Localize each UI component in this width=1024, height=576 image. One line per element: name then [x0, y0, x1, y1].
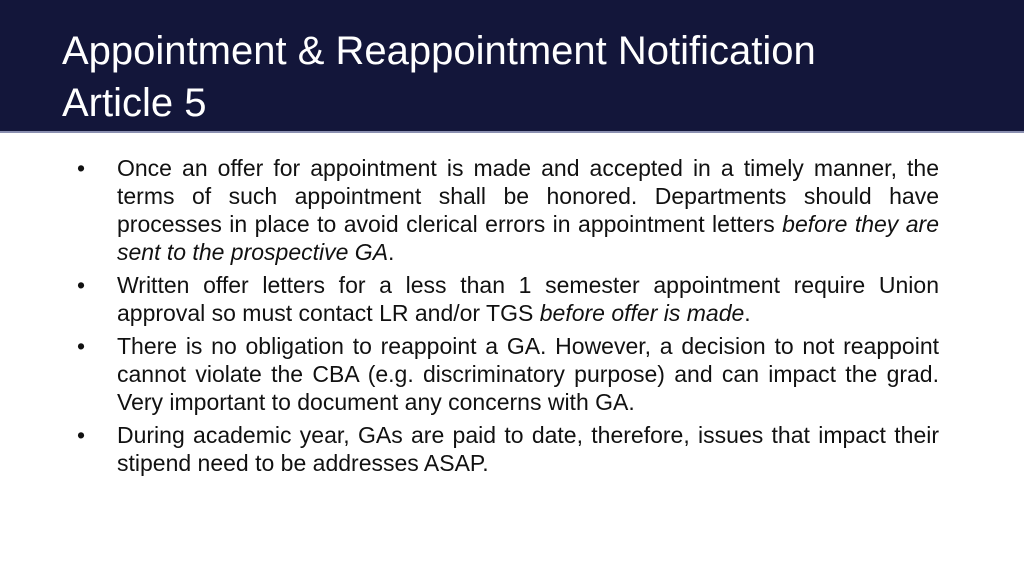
bullet-text: Written offer letters for a less than 1 semester appointment require Union approval so must contact LR and/or TGS	[117, 272, 939, 326]
title-bar	[0, 0, 1024, 133]
bullet-emphasis: before they are sent to the prospective GA	[117, 211, 939, 265]
bullet-text: During academic year, GAs are paid to date, therefore, issues that impact their stipend need to be addresses ASAP.	[117, 422, 939, 476]
bullet-item	[77, 154, 939, 266]
bullet-item	[77, 421, 939, 477]
bullet-item	[77, 271, 939, 327]
bullet-dot: •	[77, 155, 86, 181]
bullet-dot: •	[77, 333, 86, 359]
slide-title: Appointment & Reappointment Notification	[62, 29, 816, 73]
bullet-dot: •	[77, 422, 86, 448]
bullet-text: Once an offer for appointment is made and accepted in a timely manner, the terms of such appointment shall be honored. Departments should have processes in place to avoid clerical errors in appointment letters	[117, 155, 939, 237]
bullet-emphasis: before offer is made	[539, 300, 745, 326]
bullet-tail: .	[388, 239, 395, 265]
bullet-text: There is no obligation to reappoint a GA. However, a decision to not reappoint cannot violate the CBA (e.g. discriminatory purpose) and can impact the grad. Very important to document any concerns with GA.	[117, 333, 939, 415]
bullet-list	[0, 154, 1024, 482]
bullet-dot: •	[77, 272, 86, 298]
bullet-tail: .	[744, 300, 751, 326]
bullet-item	[77, 332, 939, 416]
slide-subtitle: Article 5	[62, 81, 207, 125]
